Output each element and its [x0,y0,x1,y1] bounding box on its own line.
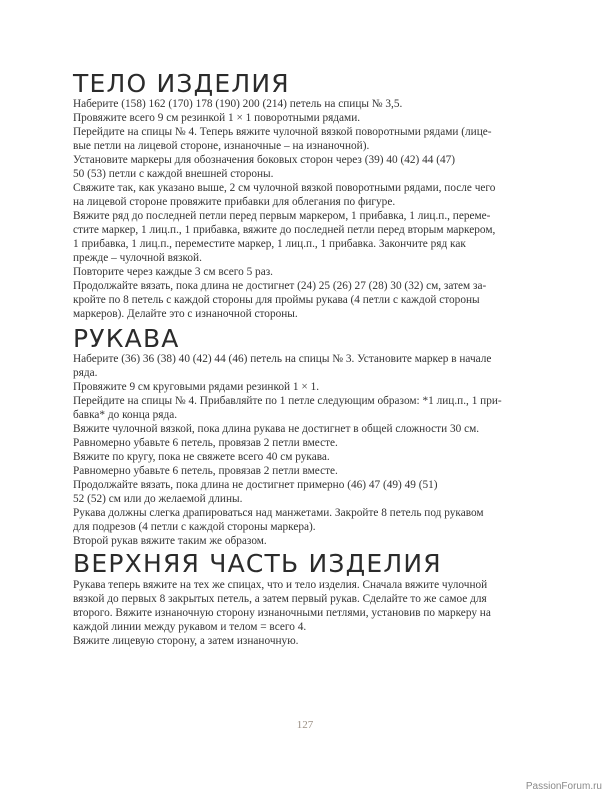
text-line: Свяжите так, как указано выше, 2 см чулочной вязкой поворотными рядами, после чего [73,182,496,194]
text-line: каждой линии между рукавом и телом = всего 4. [73,621,307,633]
text-line: Равномерно убавьте 6 петель, провязав 2 петли вместе. [73,465,338,477]
text-line: Наберите (158) 162 (170) 178 (190) 200 (214) петель на спицы № 3,5. [73,98,403,110]
text-line: вые петли на лицевой стороне, изнаночные – на изнаночной). [73,140,370,152]
text-line: Вяжите ряд до последней петли перед первым маркером, 1 прибавка, 1 лиц.п., переме- [73,210,491,222]
text-line: 1 прибавка, 1 лиц.п., переместите маркер, 1 лиц.п., 1 прибавка. Закончите ряд как [73,238,466,250]
text-line: бавка* до конца ряда. [73,409,178,421]
text-line: Установите маркеры для обозначения боковых сторон через (39) 40 (42) 44 (47) [73,154,456,166]
text-line: прежде – чулочной вязкой. [73,252,202,264]
section-upper-part-text [73,578,535,648]
text-line: Провяжите всего 9 см резинкой 1 × 1 поворотными рядами. [73,112,361,124]
text-line: Наберите (36) 36 (38) 40 (42) 44 (46) петель на спицы № 3. Установите маркер в начале [73,353,492,365]
text-line: 52 (52) см или до желаемой длины. [73,493,243,505]
text-line: для подрезов (4 петли с каждой стороны маркера). [73,521,316,533]
section-title-body: ТЕЛО ИЗДЕЛИЯ [73,69,290,98]
text-line: стите маркер, 1 лиц.п., 1 прибавка, вяжите до последней петли перед вторым маркером, [73,224,496,236]
text-line: Вяжите по кругу, пока не свяжете всего 40 см рукава. [73,451,330,463]
text-line: Рукава должны слегка драпироваться над манжетами. Закройте 8 петель под рукавом [73,507,484,519]
text-line: ряда. [73,367,98,379]
text-line: Продолжайте вязать, пока длина не достигнет примерно (46) 47 (49) 49 (51) [73,479,438,491]
text-line: Вяжите чулочной вязкой, пока длина рукава не достигнет в общей сложности 30 см. [73,423,480,435]
text-line: второго. Вяжите изнаночную сторону изнаночными петлями, установив по маркеру на [73,607,491,619]
text-line: Повторите через каждые 3 см всего 5 раз. [73,266,274,278]
text-line: вязкой до первых 8 закрытых петель, а затем первый рукав. Сделайте то же самое для [73,593,487,605]
text-line: Перейдите на спицы № 4. Прибавляйте по 1 петле следующим образом: *1 лиц.п., 1 при- [73,395,502,407]
section-title-upper-part: ВЕРХНЯЯ ЧАСТЬ ИЗДЕЛИЯ [73,549,442,578]
section-body-text [73,97,535,321]
text-line: Второй рукав вяжите таким же образом. [73,535,267,547]
text-line: Провяжите 9 см круговыми рядами резинкой 1 × 1. [73,381,320,393]
watermark: PassionForum.ru [525,781,602,792]
text-line: Перейдите на спицы № 4. Теперь вяжите чулочной вязкой поворотными рядами (лице- [73,126,492,138]
section-sleeves-text [73,352,535,548]
text-line: 50 (53) петли с каждой внешней стороны. [73,168,274,180]
page-number: 127 [296,719,314,731]
text-line: кройте по 8 петель с каждой стороны для проймы рукава (4 петли с каждой стороны [73,294,480,306]
section-title-sleeves: РУКАВА [73,324,180,353]
text-line: Продолжайте вязать, пока длина не достигнет (24) 25 (26) 27 (28) 30 (32) см, затем за- [73,280,487,292]
text-line: на лицевой стороне провяжите прибавки для облегания по фигуре. [73,196,396,208]
text-line: Рукава теперь вяжите на тех же спицах, что и тело изделия. Сначала вяжите чулочной [73,579,488,591]
text-line: Вяжите лицевую сторону, а затем изнаночную. [73,635,299,647]
text-line: Равномерно убавьте 6 петель, провязав 2 петли вместе. [73,437,338,449]
text-line: маркеров). Делайте это с изнаночной стороны. [73,308,298,320]
